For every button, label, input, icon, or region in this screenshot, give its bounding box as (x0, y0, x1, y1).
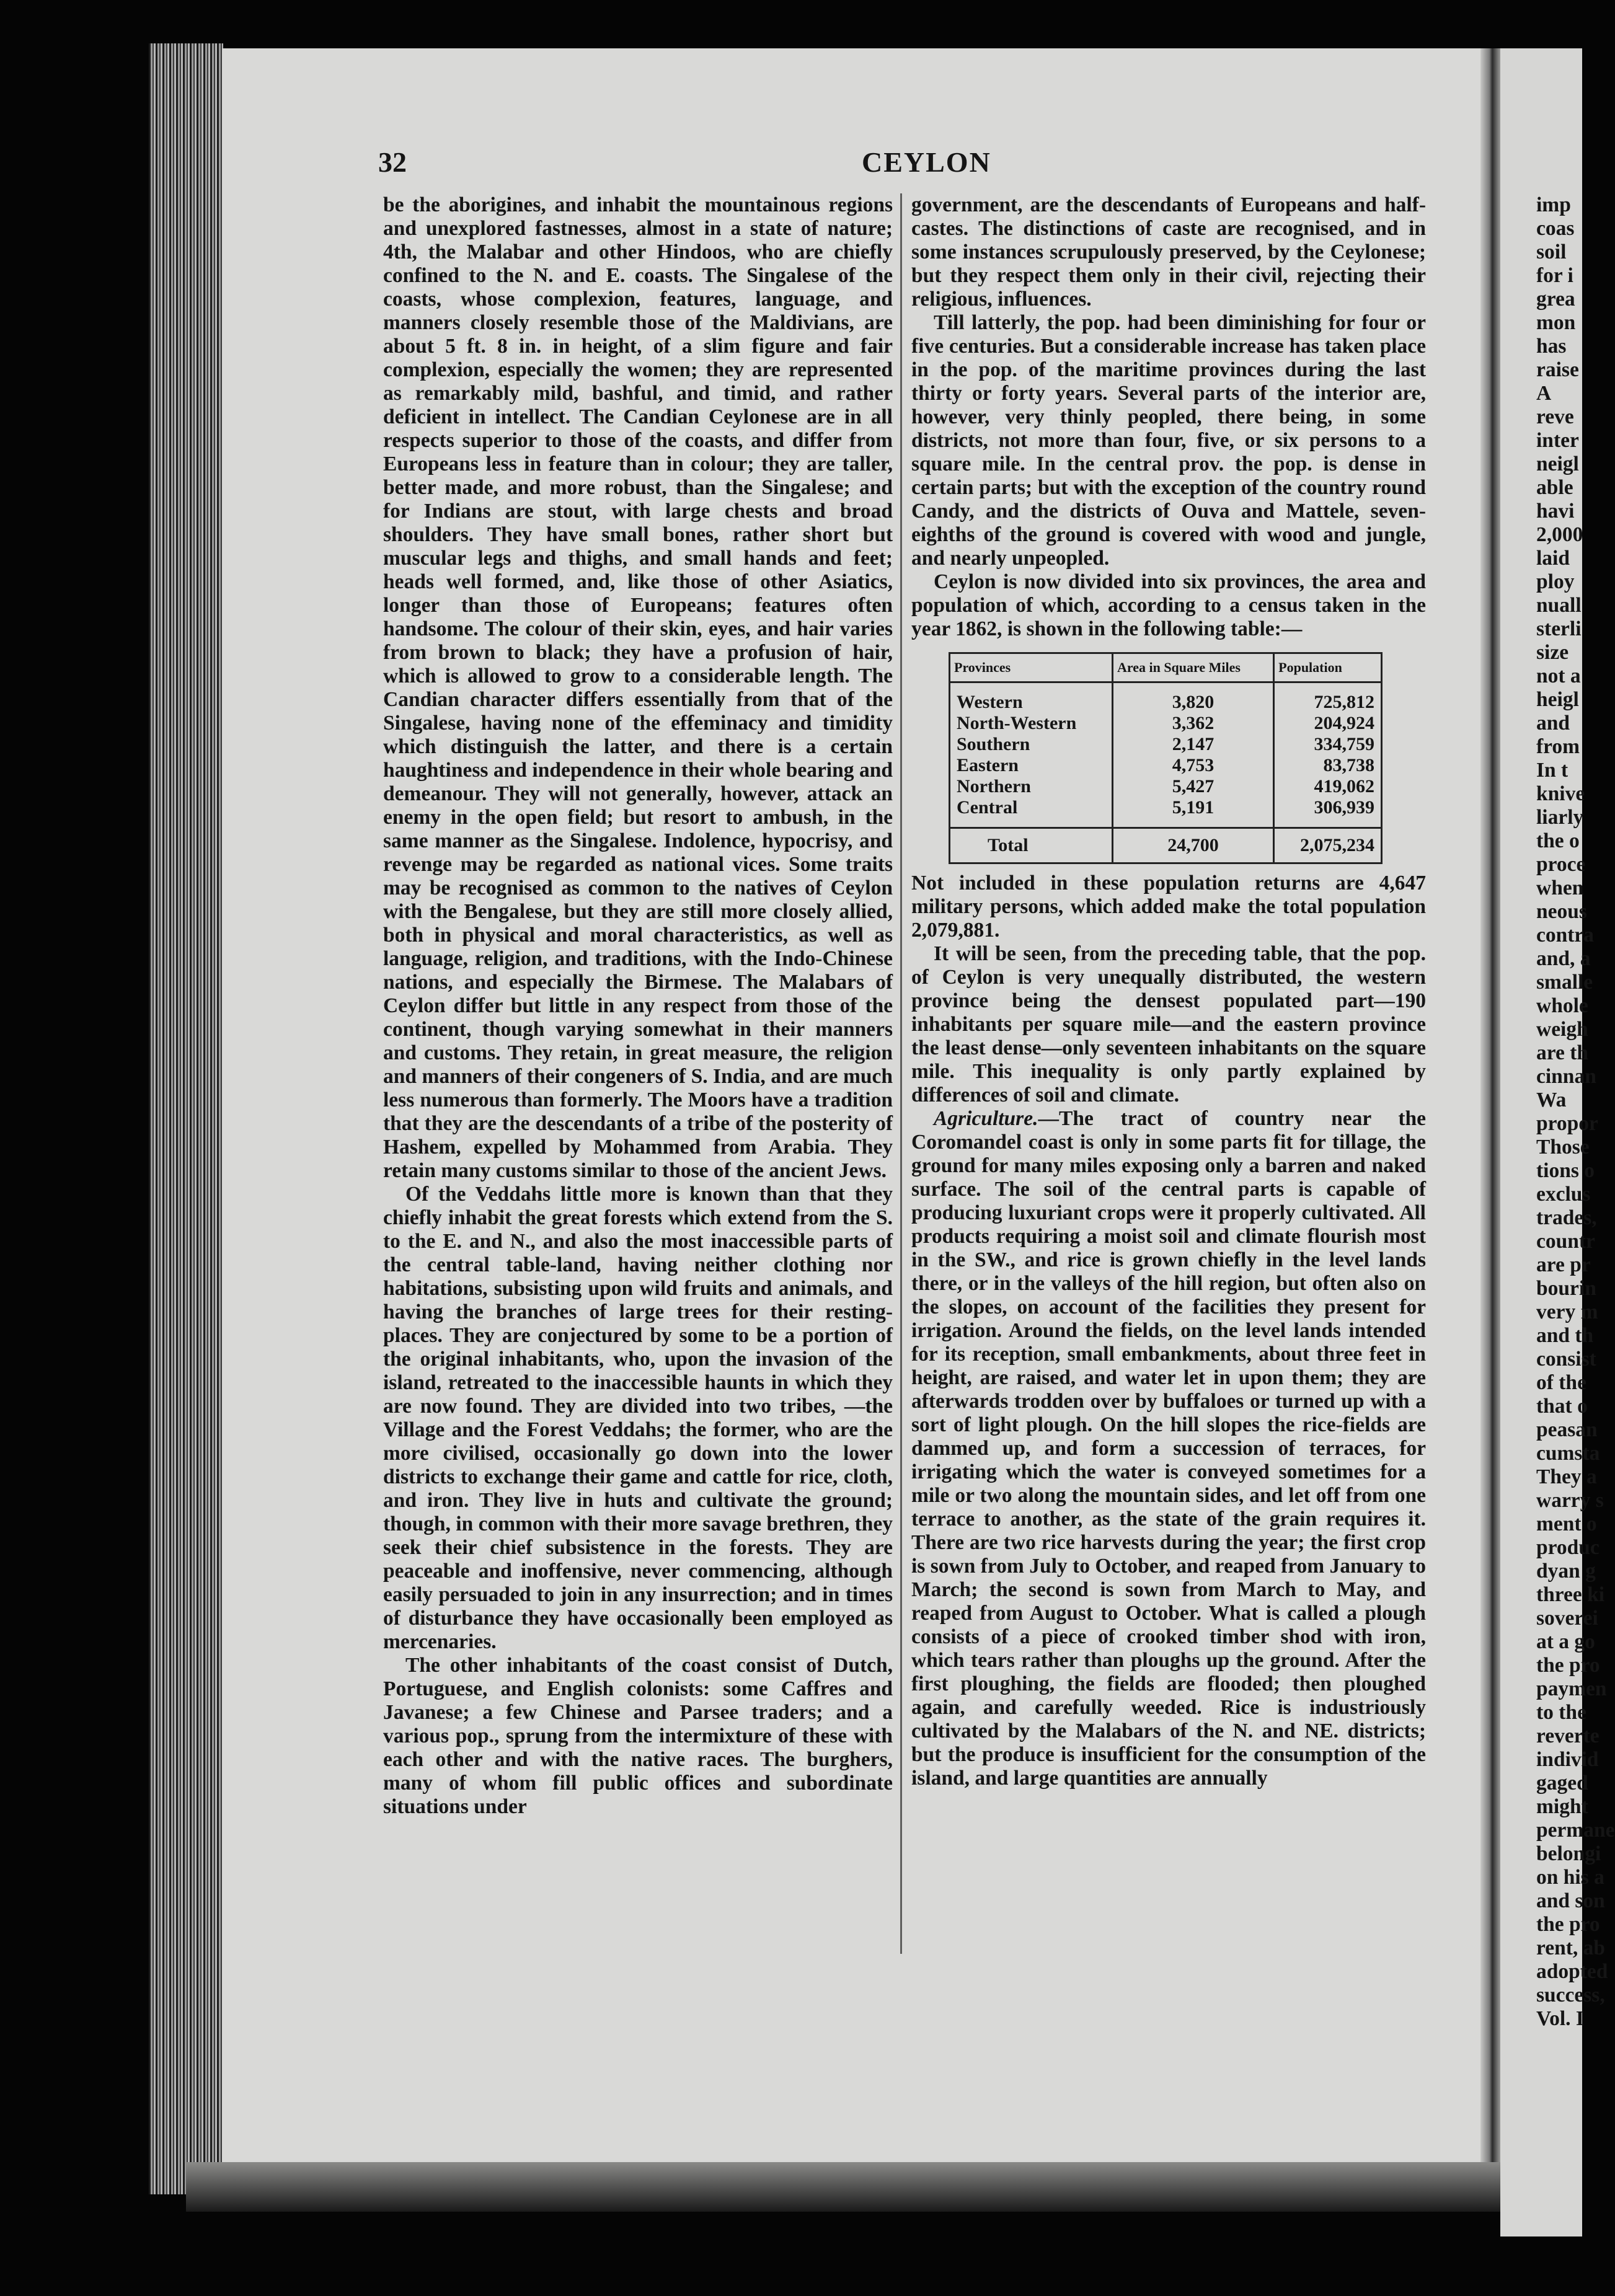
facing-page-line: very m (1536, 1300, 1598, 1323)
facing-page-line: contra (1536, 924, 1595, 947)
table-header: Provinces (950, 653, 1113, 682)
facing-page-text-fragments (1536, 193, 1615, 2031)
facing-page-line: individ (1536, 1748, 1599, 1771)
facing-page-line: 2,000 (1536, 523, 1583, 546)
province-name: Central (950, 797, 1113, 828)
facing-page-line: that o (1536, 1395, 1588, 1418)
table-row (950, 755, 1382, 776)
facing-page-line: liarly (1536, 806, 1584, 829)
facing-page-line: laid (1536, 547, 1570, 570)
facing-page-line: imp (1536, 193, 1571, 216)
census-table (949, 652, 1383, 864)
facing-page-line: for i (1536, 264, 1573, 287)
facing-page-line: coas (1536, 217, 1575, 240)
province-area: 2,147 (1112, 734, 1273, 755)
running-head (0, 146, 1582, 183)
facing-page-line: and (1536, 712, 1570, 735)
facing-page-line: Wa (1536, 1088, 1567, 1111)
facing-page-line: and, a (1536, 947, 1591, 970)
facing-page-line: cumsta (1536, 1442, 1600, 1465)
province-population: 83,738 (1323, 755, 1374, 775)
facing-page-line: at a go (1536, 1630, 1595, 1653)
province-name: Southern (950, 734, 1113, 755)
facing-page-line: In t (1536, 759, 1569, 782)
paragraph-population-trend: Till latterly, the pop. had been diminishing for four or five centuries. But a considerable increase has taken place in the pop. of the maritime provinces during the last thirty or forty years. Several parts of the interior are, however, very thinly peopled, there being, in some districts, not more than four, five, or six persons to a square mile. In the central prov. the pop. is dense in certain parts; but with the exception of the country round Candy, and the districts of Ouva and Mattele, seven-eighths of the ground is covered with wood and jungle, and nearly unpeopled. (911, 311, 1426, 570)
facing-page-line: are th (1536, 1041, 1589, 1064)
total-population: 2,075,234 (1274, 828, 1382, 863)
facing-page-line: peasan (1536, 1418, 1598, 1441)
facing-page-line: exclus (1536, 1183, 1591, 1206)
facing-page-line: of the (1536, 1371, 1586, 1394)
paragraph-distribution: It will be seen, from the preceding table, that the pop. of Ceylon is very unequally distributed, the western province being the densest populated part—190 inhabitants per square mile—and the eastern province the least dense—only seventeen inhabitants on the square mile. This inequality is only partly explained by differences of soil and climate. (911, 942, 1426, 1106)
facing-page-line: soil (1536, 241, 1567, 263)
facing-page-line: from (1536, 735, 1580, 758)
facing-page-line: ploy (1536, 570, 1575, 593)
facing-page-line: produc (1536, 1536, 1600, 1559)
facing-page-line: rent, ab (1536, 1936, 1606, 1959)
facing-page-line: paymen (1536, 1677, 1607, 1700)
facing-page-line: soverei (1536, 1607, 1598, 1630)
facing-page-line: dyan g (1536, 1560, 1596, 1583)
facing-page-line: weigh (1536, 1018, 1588, 1041)
facing-page-line: ment o (1536, 1512, 1597, 1535)
facing-page-line: permane (1536, 1819, 1615, 1842)
table-row (950, 797, 1382, 828)
table-row (950, 682, 1382, 713)
province-population: 419,062 (1314, 776, 1374, 797)
right-text-column (911, 193, 1426, 1790)
facing-page-line: Those (1536, 1136, 1590, 1159)
table-row (950, 776, 1382, 797)
facing-page-line: havi (1536, 500, 1575, 523)
facing-page-line: whole (1536, 994, 1588, 1017)
facing-page-line: nuall (1536, 594, 1582, 617)
facing-page-line: trades, (1536, 1206, 1597, 1229)
facing-page-line: might (1536, 1795, 1588, 1818)
province-name: Northern (950, 776, 1113, 797)
facing-page-line: has (1536, 335, 1567, 358)
table-header: Population (1274, 653, 1382, 682)
facing-page-line: are pr (1536, 1253, 1591, 1276)
page-bottom-shadow (186, 2162, 1500, 2212)
facing-page-line: able (1536, 476, 1573, 499)
facing-page-line: on his a (1536, 1866, 1604, 1889)
left-text-column (383, 193, 893, 1819)
facing-page-line: raise (1536, 358, 1579, 381)
facing-page-line: smalle (1536, 971, 1593, 994)
facing-page-line: knive (1536, 782, 1585, 805)
total-area: 24,700 (1112, 828, 1273, 863)
paragraph-agriculture (911, 1107, 1426, 1790)
facing-page-line: warry s (1536, 1489, 1604, 1512)
facing-page-line: size (1536, 641, 1569, 664)
book-gutter (1480, 48, 1500, 2162)
facing-page-line: three ki (1536, 1583, 1605, 1606)
table-total-row (950, 828, 1382, 863)
province-area: 3,820 (1112, 682, 1273, 713)
facing-page-line: cinnan (1536, 1065, 1596, 1088)
facing-page-line: success, (1536, 1984, 1605, 2007)
paragraph-military: Not included in these population returns are 4,647 military persons, which added make the total population 2,079,881. (911, 872, 1426, 942)
table-row (950, 713, 1382, 734)
province-area: 5,427 (1112, 776, 1273, 797)
facing-page-line: the pro (1536, 1913, 1600, 1936)
book-spine-edge (149, 43, 223, 2194)
facing-page-line: Vol. I (1536, 2007, 1584, 2030)
agriculture-heading: Agriculture. (934, 1107, 1038, 1130)
facing-page-line: proce (1536, 853, 1586, 876)
province-name: Eastern (950, 755, 1113, 776)
facing-page-line: reve (1536, 405, 1574, 428)
facing-page-line: to the (1536, 1701, 1586, 1724)
facing-page-line: and son (1536, 1889, 1605, 1912)
paragraph-other-inhabitants: The other inhabitants of the coast consist of Dutch, Portuguese, and English colonists: some Caffres and Javanese; a few Chinese and Parsee traders; and a various pop., sprung from the intermixture of these with each other and with the native races. The burghers, many of whom fill public offices and subordinate situations under (383, 1654, 893, 1818)
province-name: Western (950, 682, 1113, 713)
facing-page-line: neigl (1536, 453, 1579, 475)
facing-page-line: gaged (1536, 1772, 1588, 1795)
facing-page-line: adopted (1536, 1960, 1608, 1983)
facing-page-line: mon (1536, 311, 1576, 334)
agriculture-text: —The tract of country near the Coromandel coast is only in some parts fit for tillage, the ground for many miles exposing only a barren and naked surface. The soil of the central parts is capable of producing luxuriant crops were it properly cultivated. All products requiring a moist soil and climate flourish most in the SW., and rice is grown chiefly in the level lands there, or in the valleys of the hill region, but often also on the slopes, on account of the facilities they present for irrigation. Around the fields, on the level lands intended for its reception, small embankments, about three feet in height, are raised, and water let in upon them; they are afterwards trodden over by buffaloes or turned up with a sort of light plough. On the hill slopes the rice-fields are dammed up, and form a succession of terraces, for irrigating which the water is conveyed sometimes for a mile or two along the mountain sides, and let off from one terrace to another, as the state of the grain requires it. There are two rice harvests during the year; the first crop is sown from July to October, and reaped from January to March; the second is sown from March to May, and reaped from August to October. What is called a plough consists of a piece of crooked timber shod with iron, which tears rather than ploughs up the ground. After the first ploughing, the fields are flooded; then ploughed again, and carefully weeded. Rice is industriously cultivated by the Malabars of the N. and NE. districts; but the produce is insufficient for the consumption of the island, and large quantities are annually (911, 1107, 1426, 1790)
column-divider (900, 193, 902, 1954)
facing-page-line: propor (1536, 1112, 1598, 1135)
page-title: CEYLON (862, 146, 991, 178)
province-name: North-Western (950, 713, 1113, 734)
paragraph-castes: government, are the descendants of Europeans and half-castes. The distinctions of caste are recognised, and in some instances scrupulously preserved, by the Ceylonese; but they respect them only in their civil, rejecting their religious, influences. (911, 193, 1426, 311)
facing-page-line: the o (1536, 829, 1580, 852)
province-population: 725,812 (1314, 692, 1374, 712)
facing-page-line: belongi (1536, 1842, 1601, 1865)
province-population: 306,939 (1314, 797, 1374, 818)
facing-page-line: not a (1536, 665, 1581, 687)
paragraph-veddahs: Of the Veddahs little more is known than that they chiefly inhabit the great forests which extend from the S. to the E. and N., and also the most inaccessible parts of the central table-land, having neither clothing nor habitations, subsisting upon wild fruits and animals, and having the branches of large trees for their resting-places. They are conjectured by some to be a portion of the original inhabitants, who, upon the invasion of the island, retreated to the inaccessible haunts in which they are now found. They are divided into two tribes, —the Village and the Forest Veddahs; the former, who are the more civilised, occasionally go down into the lower districts to exchange their game and cattle for rice, cloth, and iron. They live in huts and cultivate the ground; though, in common with their more savage brethren, they seek their chief subsistence in the forests. They are peaceable and inoffensive, never commencing, although easily persuaded to join in any insurrection; and in times of disturbance they have occasionally been employed as mercenaries. (383, 1183, 893, 1653)
facing-page-line: heigl (1536, 688, 1579, 711)
table-row (950, 734, 1382, 755)
province-population: 204,924 (1314, 713, 1374, 733)
facing-page-line: neous (1536, 900, 1587, 923)
facing-page-line: countr (1536, 1230, 1595, 1253)
facing-page-line: grea (1536, 288, 1575, 311)
paragraph-provinces-intro: Ceylon is now divided into six provinces, the area and population of which, according to a census taken in the year 1862, is shown in the following table:— (911, 570, 1426, 640)
province-area: 5,191 (1112, 797, 1273, 828)
facing-page-line: the pro (1536, 1654, 1600, 1677)
facing-page-line: when (1536, 876, 1584, 899)
facing-page-line: tions o (1536, 1159, 1595, 1182)
facing-page-line: inter (1536, 429, 1579, 452)
province-population: 334,759 (1314, 734, 1374, 754)
province-area: 4,753 (1112, 755, 1273, 776)
page-number: 32 (378, 146, 407, 178)
facing-page-line: bourin (1536, 1277, 1596, 1300)
total-label: Total (950, 828, 1113, 863)
paragraph-aborigines: be the aborigines, and inhabit the mountainous regions and unexplored fastnesses, almost in a state of nature; 4th, the Malabar and other Hindoos, who are chiefly confined to the N. and E. coasts. The Singalese of the coasts, whose complexion, features, language, and manners closely resemble those of the Maldivians, are about 5 ft. 8 in. in height, of a slim figure and fair complexion, especially the women; they are represented as remarkably mild, bashful, and timid, and rather deficient in intellect. The Candian Ceylonese are in all respects superior to those of the coasts, and differ from Europeans less in feature than in colour; they are taller, better made, and more robust, than the Singalese; and for Indians are stout, with large chests and broad shoulders. They have small bones, rather short but muscular legs and thighs, and small hands and feet; heads well formed, and, like those of other Asiatics, longer than those of Europeans; features often handsome. The colour of their skin, eyes, and hair varies from brown to black; they have a profusion of hair, which is allowed to grow to a considerable length. The Candian character differs essentially from that of the Singalese, having none of the effeminacy and timidity which distinguish the latter, and there is a certain haughtiness and independence in their whole bearing and demeanour. They will not generally, however, attack an enemy in the open field; but resort to ambush, in the same manner as the Singalese. Indolence, hypocrisy, and revenge may be regarded as national vices. Some traits may be recognised as common to the natives of Ceylon with the Bengalese, but they are still more closely allied, both in physical and moral characteristics, as well as language, religion, and traditions, with the Indo-Chinese nations, and especially the Birmese. The Malabars of Ceylon differ but little in any respect from those of the continent, though varying somewhat in their manners and customs. They retain, in great measure, the religion and manners of their congeners of S. India, and are much less numerous than formerly. The Moors have a tradition that they are the descendants of a tribe of the posterity of Hashem, expelled by Mohammed from Arabia. They retain many customs similar to those of the ancient Jews. (383, 193, 893, 1182)
facing-page-line: and th (1536, 1324, 1594, 1347)
facing-page-line: They a (1536, 1465, 1597, 1488)
province-area: 3,362 (1112, 713, 1273, 734)
facing-page-line: sterli (1536, 617, 1582, 640)
table-header: Area in Square Miles (1112, 653, 1273, 682)
facing-page-line: reverte (1536, 1724, 1600, 1747)
facing-page-line: A (1536, 382, 1552, 405)
facing-page-line: consist (1536, 1348, 1596, 1371)
table-header-row (950, 653, 1382, 682)
